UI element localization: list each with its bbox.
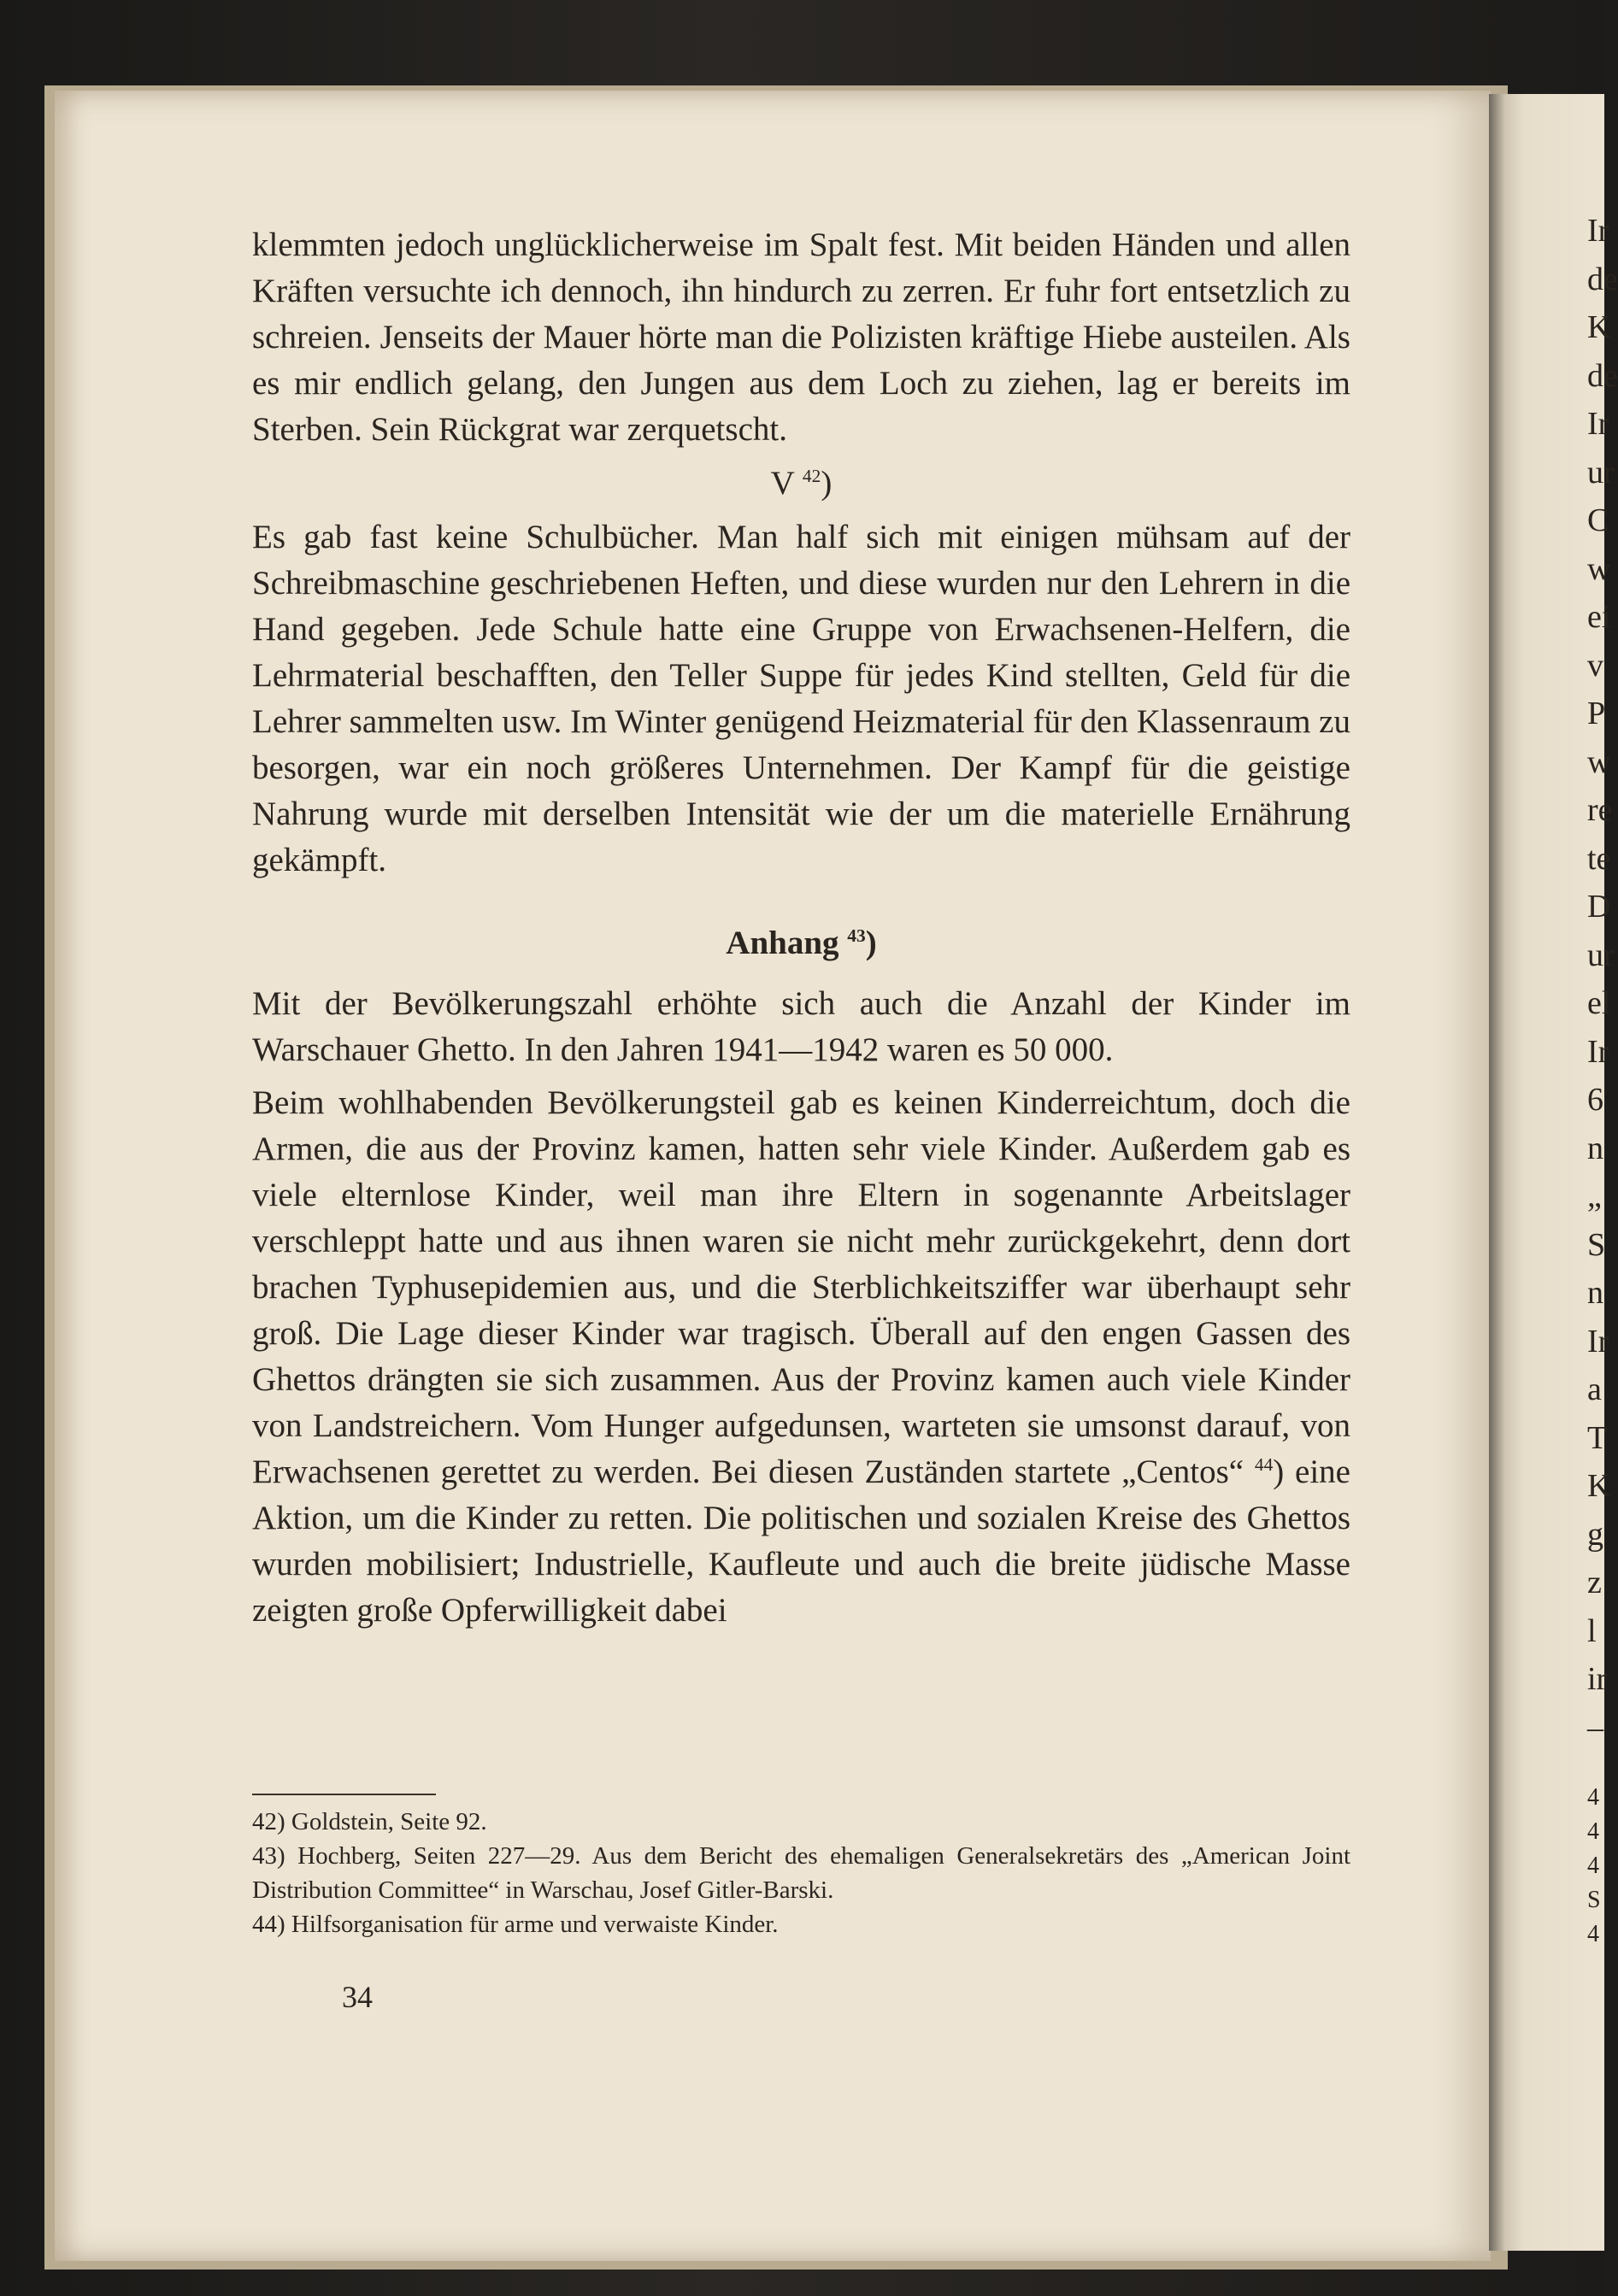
section-label: Anhang	[726, 925, 839, 961]
facing-page-letter: 4	[1587, 1853, 1599, 1879]
footnote-divider	[252, 1794, 436, 1795]
facing-page-letter: Ir	[1587, 1033, 1609, 1070]
facing-page-letter: w	[1587, 743, 1611, 780]
facing-page-letter: l	[1587, 1612, 1597, 1649]
facing-page-letter: Ir	[1587, 213, 1609, 249]
footnote: 43) Hochberg, Seiten 227—29. Aus dem Bericht des ehemaligen Generalsekretärs des „American Joint Distribution Committee“ in Warschau, Josef Gitler-Barski.	[252, 1842, 1350, 1904]
facing-page-letter: –	[1587, 1709, 1603, 1746]
facing-page-letter: v	[1587, 647, 1603, 684]
facing-page-letter: de	[1587, 357, 1618, 394]
facing-page-letter: Ir	[1587, 1323, 1609, 1359]
facing-page-letter: te	[1587, 840, 1611, 877]
page-number: 34	[342, 1980, 373, 2014]
facing-page-letter: 4	[1587, 1921, 1599, 1947]
facing-page-letter: C	[1587, 502, 1609, 538]
facing-page-letter: Ir	[1587, 406, 1609, 442]
footnote-ref-suffix: )	[821, 465, 833, 502]
footnote-ref: 43	[847, 925, 866, 946]
body-paragraph: Mit der Bevölkerungszahl erhöhte sich auch die Anzahl der Kinder im Warschauer Ghetto. In den Jahren 1941—1942 waren es 50 000.	[252, 985, 1350, 1068]
facing-page-letter: S	[1587, 1887, 1601, 1913]
body-paragraph	[252, 1080, 1350, 1634]
facing-page-letter: T	[1587, 1419, 1608, 1456]
facing-page-letter: D	[1587, 889, 1611, 925]
facing-page-letter: n	[1587, 1275, 1603, 1311]
paragraph-text: ) eine Aktion, um die Kinder zu retten. Die politischen und sozialen Kreise des Ghettos wurden mobilisiert; Industrielle, Kaufleute und auch die breite jüdische Masse zeigten große Opferwilligkeit dabei	[252, 1453, 1350, 1629]
body-paragraph: Es gab fast keine Schulbücher. Man half sich mit einigen mühsam auf der Schreibmaschine geschriebenen Heften, und diese wurden nur den Lehrern in die Hand gegeben. Jede Schule hatte eine Gruppe von Erwachsenen-Helfern, die Lehrmaterial beschafften, den Teller Suppe für jedes Kind stellten, Geld für die Lehrer sammelten usw. Im Winter genügend Heizmaterial für den Klassenraum zu besorgen, war ein noch größeres Unternehmen. Der Kampf für die geistige Nahrung wurde mit derselben Intensität wie der um die materielle Ernährung gekämpft.	[252, 519, 1350, 878]
facing-page-letter: z	[1587, 1565, 1602, 1600]
facing-page-letter: ur	[1587, 454, 1615, 490]
facing-page-letter: ur	[1587, 937, 1615, 973]
footnote: 42) Goldstein, Seite 92.	[252, 1808, 487, 1835]
section-heading-v	[252, 458, 1350, 509]
facing-page-letter: 4	[1587, 1818, 1599, 1845]
footnote-ref: 44	[1254, 1454, 1274, 1475]
facing-page-letter: g	[1587, 1516, 1603, 1553]
facing-page-letter: S	[1587, 1226, 1606, 1263]
section-heading-anhang	[252, 918, 1350, 969]
body-paragraph: klemmten jedoch unglücklicherweise im Spalt fest. Mit beiden Händen und allen Kräften versuchte ich dennoch, ihn hindurch zu zerren. Er fuhr fort entsetzlich zu schreien. Jenseits der Mauer hörte man die Polizisten kräftige Hiebe austeilen. Als es mir endlich gelang, den Jungen aus dem Loch zu ziehen, lag er bereits im Sterben. Sein Rückgrat war zerquetscht.	[252, 226, 1350, 448]
facing-page-letter: ir	[1587, 1661, 1608, 1697]
footnote: 44) Hilfsorganisation für arme und verwaiste Kinder.	[252, 1911, 779, 1938]
footnote-ref: 42	[802, 466, 821, 486]
facing-page-letter: w	[1587, 550, 1611, 587]
footnotes	[252, 1805, 1350, 1941]
facing-page-letter: P	[1587, 696, 1606, 731]
facing-page-letter: n	[1587, 1130, 1603, 1166]
facing-page-letter: K	[1587, 309, 1611, 345]
facing-page-letter: ei	[1587, 599, 1611, 635]
facing-page-letter: de	[1587, 261, 1618, 297]
facing-page-letter: el	[1587, 985, 1611, 1021]
facing-page-letter: K	[1587, 1468, 1611, 1504]
facing-page-letter: a	[1587, 1371, 1602, 1407]
facing-page-letter: 4	[1587, 1784, 1599, 1811]
footnote-ref-suffix: )	[865, 925, 877, 961]
page-body	[252, 222, 1350, 1634]
section-label: V	[770, 465, 795, 502]
paragraph-text: Beim wohlhabenden Bevölkerungsteil gab es keinen Kinderreichtum, doch die Armen, die aus der Provinz kamen, hatten sehr viele Kinder. Außerdem gab es viele elternlose Kinder, weil man ihre Eltern in sogenannte Arbeitslager verschleppt hatte und aus ihnen waren sie nicht mehr zurückgekehrt, denn dort brachen Typhusepidemien aus, und die Sterblichkeitsziffer war überhaupt sehr groß. Die Lage dieser Kinder war tragisch. Überall auf den engen Gassen des Ghettos drängten sie sich zusammen. Aus der Provinz kamen auch viele Kinder von Landstreichern. Vom Hunger aufgedunsen, warteten sie umsonst darauf, von Erwachsenen gerettet zu werden. Bei diesen Zuständen startete „Centos“	[252, 1084, 1350, 1490]
facing-page-letter: re	[1587, 792, 1613, 828]
facing-page-letter: 6	[1587, 1082, 1603, 1118]
facing-page-letter: „	[1587, 1178, 1602, 1214]
